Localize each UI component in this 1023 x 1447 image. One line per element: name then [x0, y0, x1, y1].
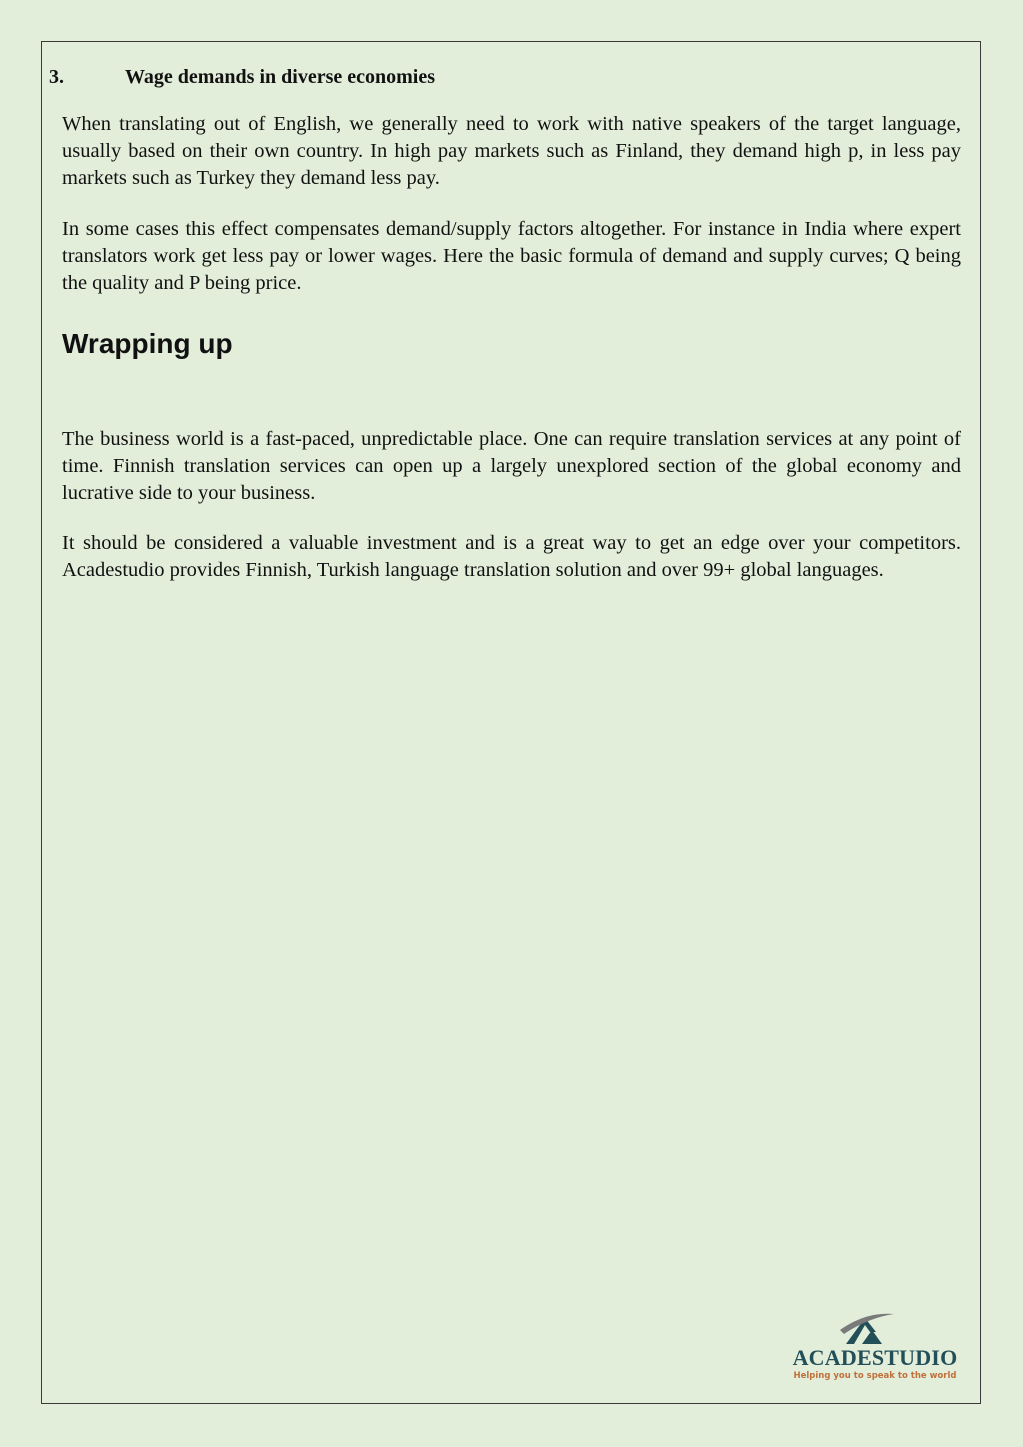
wrapping-up-body	[62, 426, 961, 507]
logo-tagline: Helping you to speak to the world	[793, 1371, 957, 1381]
mountain-swoosh-logo-icon	[832, 1310, 902, 1346]
section-body-2	[62, 216, 961, 297]
paragraph: The business world is a fast-paced, unpredictable place. One can require translation services at any point of time. Finnish translation services can open up a largely unexplored section of the global economy and lucrative side to your business.	[62, 428, 961, 504]
paragraph: When translating out of English, we generally need to work with native speakers of the target language, usually based on their own country. In high pay markets such as Finland, they demand high p, in less pay markets such as Turkey they demand less pay.	[62, 113, 961, 189]
section-title: Wage demands in diverse economies	[125, 66, 435, 88]
wrapping-up-body-2	[62, 530, 961, 584]
acadestudio-logo	[786, 1310, 964, 1385]
paragraph: It should be considered a valuable investment and is a great way to get an edge over your competitors. Acadestudio provides Finnish, Turkish language translation solution and over 99+ global languages.	[62, 532, 961, 581]
paragraph: In some cases this effect compensates demand/supply factors altogether. For instance in India where expert translators work get less pay or lower wages. Here the basic formula of demand and supply curves; Q being the quality and P being price.	[62, 218, 961, 294]
section-heading	[49, 64, 435, 90]
logo-name: ACADESTUDIO	[792, 1345, 958, 1370]
section-body	[62, 111, 961, 192]
section-number: 3.	[49, 66, 64, 88]
wrapping-up-heading: Wrapping up	[62, 328, 233, 359]
